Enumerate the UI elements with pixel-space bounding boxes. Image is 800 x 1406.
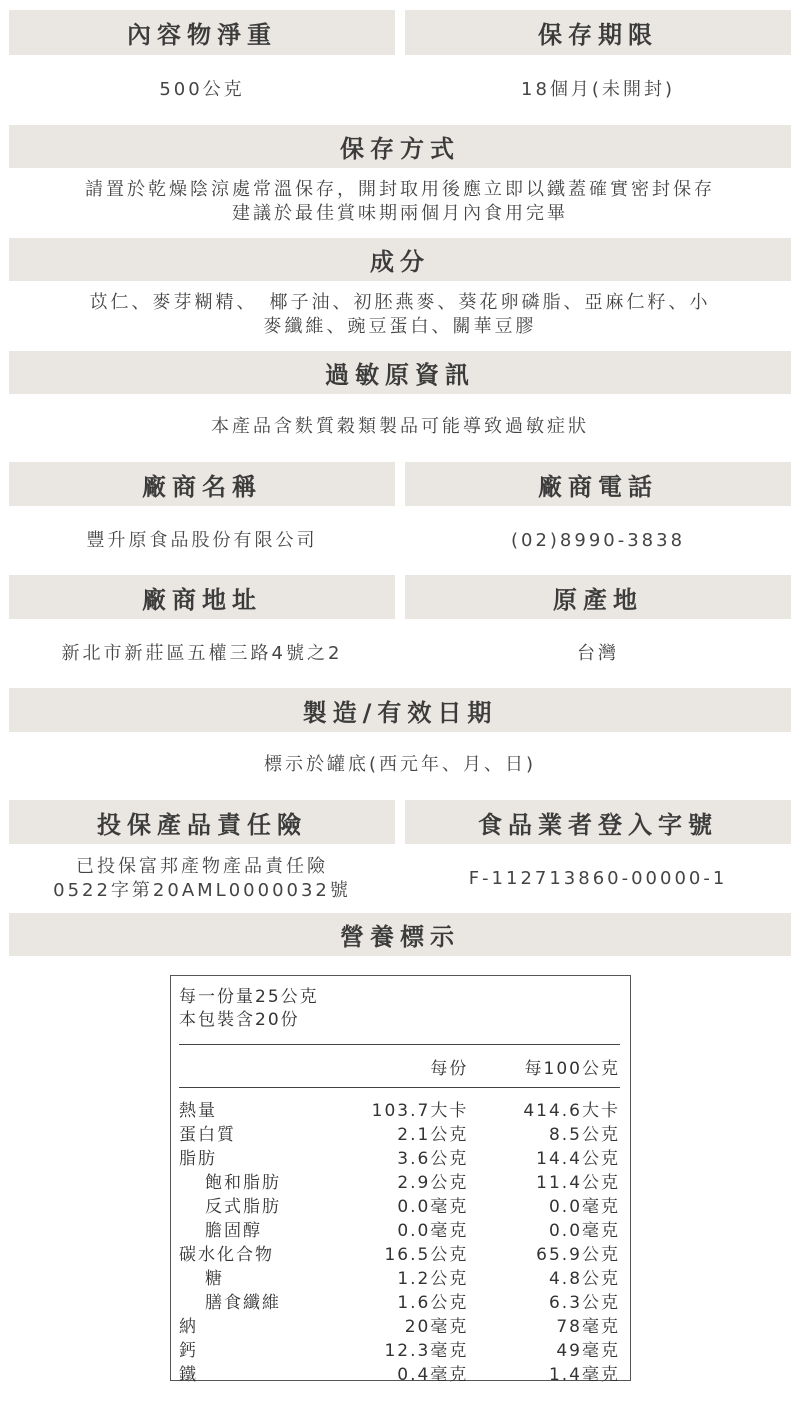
table-row — [179, 1264, 620, 1288]
maker-address-header — [9, 575, 395, 619]
servings-per-package: 本包裝含20份 — [179, 1010, 300, 1030]
nutrient-per-serving: 1.6公克 — [397, 1292, 469, 1313]
storage-header — [9, 125, 791, 168]
nutrition-facts-table — [170, 975, 631, 1385]
nutrient-name: 蛋白質 — [179, 1124, 236, 1145]
table-header-row — [179, 1045, 620, 1087]
nutrient-name: 納 — [179, 1316, 198, 1337]
storage-label: 保存方式 — [340, 135, 460, 163]
table-row — [179, 1168, 620, 1192]
nutrient-per-100g: 65.9公克 — [536, 1244, 620, 1265]
maker-address-value: 新北市新莊區五權三路4號之2 — [61, 643, 343, 664]
nutrient-name: 鐵 — [179, 1364, 198, 1385]
maker-name-label: 廠商名稱 — [142, 472, 262, 501]
table-row — [179, 1240, 620, 1264]
ingredients-line-1: 苡仁、麥芽糊精、 椰子油、初胚燕麥、葵花卵磷脂、亞麻仁籽、小 — [89, 292, 711, 313]
net-weight-value: 500公克 — [159, 79, 245, 100]
nutrient-per-100g: 4.8公克 — [548, 1268, 621, 1289]
origin-label: 原產地 — [553, 585, 643, 614]
nutrition-header — [9, 913, 791, 956]
ingredients-label: 成分 — [370, 248, 430, 276]
nutrient-per-serving: 3.6公克 — [397, 1148, 469, 1169]
nutrient-name: 鈣 — [179, 1340, 198, 1361]
insurance-label: 投保產品責任險 — [97, 810, 307, 839]
shelf-life-value: 18個月(未開封) — [521, 79, 675, 100]
origin-value: 台灣 — [577, 643, 619, 664]
nutrient-per-100g: 1.4毫克 — [548, 1364, 620, 1385]
insurance-line-1: 已投保富邦產物產品責任險 — [76, 856, 328, 877]
nutrient-per-serving: 0.4毫克 — [397, 1364, 469, 1385]
allergen-label: 過敏原資訊 — [325, 361, 475, 389]
maker-name-value: 豐升原食品股份有限公司 — [86, 530, 318, 551]
nutrient-name: 糖 — [205, 1268, 224, 1289]
nutrient-per-serving: 1.2公克 — [397, 1268, 469, 1289]
ingredients-line-2: 麥纖維、豌豆蛋白、關華豆膠 — [263, 316, 537, 337]
ingredients-header — [9, 238, 791, 281]
table-divider — [179, 1087, 620, 1088]
nutrient-per-serving: 0.0毫克 — [397, 1220, 469, 1241]
serving-size: 每一份量25公克 — [179, 987, 319, 1007]
nutrient-per-100g: 0.0毫克 — [548, 1196, 621, 1217]
col-per-serving: 每份 — [430, 1058, 469, 1079]
registration-value: F-112713860-00000-1 — [468, 868, 728, 889]
ingredients-text — [9, 290, 791, 340]
nutrient-per-serving: 16.5公克 — [384, 1244, 469, 1265]
storage-text — [9, 177, 791, 227]
nutrient-name: 膽固醇 — [205, 1220, 262, 1241]
net-weight-header — [9, 10, 395, 55]
nutrient-per-100g: 11.4公克 — [536, 1172, 621, 1193]
mfg-date-label: 製造/有效日期 — [302, 698, 498, 727]
nutrient-per-100g: 78毫克 — [556, 1316, 620, 1337]
nutrient-name: 熱量 — [179, 1100, 217, 1121]
table-row — [179, 1336, 620, 1360]
nutrient-name: 膳食纖維 — [205, 1292, 281, 1313]
table-row — [179, 1120, 620, 1144]
maker-phone-header — [405, 462, 791, 506]
storage-line-1: 請置於乾燥陰涼處常溫保存，開封取用後應立即以鐵蓋確實密封保存 — [85, 179, 715, 200]
col-per-100g: 每100公克 — [524, 1058, 620, 1079]
maker-name-header — [9, 462, 395, 506]
table-row — [179, 1096, 620, 1120]
nutrient-per-100g: 0.0毫克 — [548, 1220, 621, 1241]
nutrition-rows — [179, 1096, 620, 1384]
nutrient-name: 脂肪 — [179, 1148, 217, 1169]
maker-phone-label: 廠商電話 — [538, 472, 658, 501]
nutrient-per-100g: 14.4公克 — [536, 1148, 620, 1169]
registration-header — [405, 800, 791, 844]
shelf-life-label: 保存期限 — [538, 21, 658, 49]
insurance-text — [9, 853, 395, 905]
net-weight-label: 內容物淨重 — [127, 21, 277, 49]
origin-header — [405, 575, 791, 619]
table-row — [179, 1192, 620, 1216]
allergen-header — [9, 351, 791, 394]
shelf-life-header — [405, 10, 791, 55]
nutrition-label: 營養標示 — [340, 923, 460, 951]
nutrient-per-100g: 8.5公克 — [548, 1124, 620, 1145]
allergen-value: 本產品含麩質穀類製品可能導致過敏症狀 — [211, 416, 589, 437]
nutrient-per-serving: 0.0毫克 — [397, 1196, 469, 1217]
nutrient-per-serving: 20毫克 — [404, 1316, 469, 1337]
maker-phone-value: (02)8990-3838 — [510, 530, 686, 551]
table-row — [179, 1288, 620, 1312]
nutrient-per-serving: 103.7大卡 — [371, 1100, 469, 1121]
nutrient-name: 飽和脂肪 — [205, 1172, 281, 1193]
mfg-date-header — [9, 688, 791, 732]
nutrient-per-serving: 12.3毫克 — [384, 1340, 469, 1361]
table-row — [179, 1216, 620, 1240]
table-row — [179, 1144, 620, 1168]
nutrient-per-100g: 6.3公克 — [548, 1292, 621, 1313]
nutrient-per-serving: 2.1公克 — [397, 1124, 469, 1145]
nutrient-per-100g: 49毫克 — [556, 1340, 620, 1361]
nutrient-per-100g: 414.6大卡 — [523, 1100, 620, 1121]
nutrient-per-serving: 2.9公克 — [397, 1172, 469, 1193]
nutrient-name: 碳水化合物 — [179, 1244, 274, 1265]
registration-label: 食品業者登入字號 — [478, 810, 718, 839]
nutrient-name: 反式脂肪 — [205, 1196, 281, 1217]
storage-line-2: 建議於最佳賞味期兩個月內食用完畢 — [232, 203, 568, 224]
mfg-date-value: 標示於罐底(西元年、月、日) — [263, 754, 537, 775]
insurance-header — [9, 800, 395, 844]
insurance-line-2: 0522字第20AML0000032號 — [53, 880, 351, 901]
maker-address-label: 廠商地址 — [142, 585, 262, 614]
table-row — [179, 1360, 620, 1384]
table-row — [179, 1312, 620, 1336]
